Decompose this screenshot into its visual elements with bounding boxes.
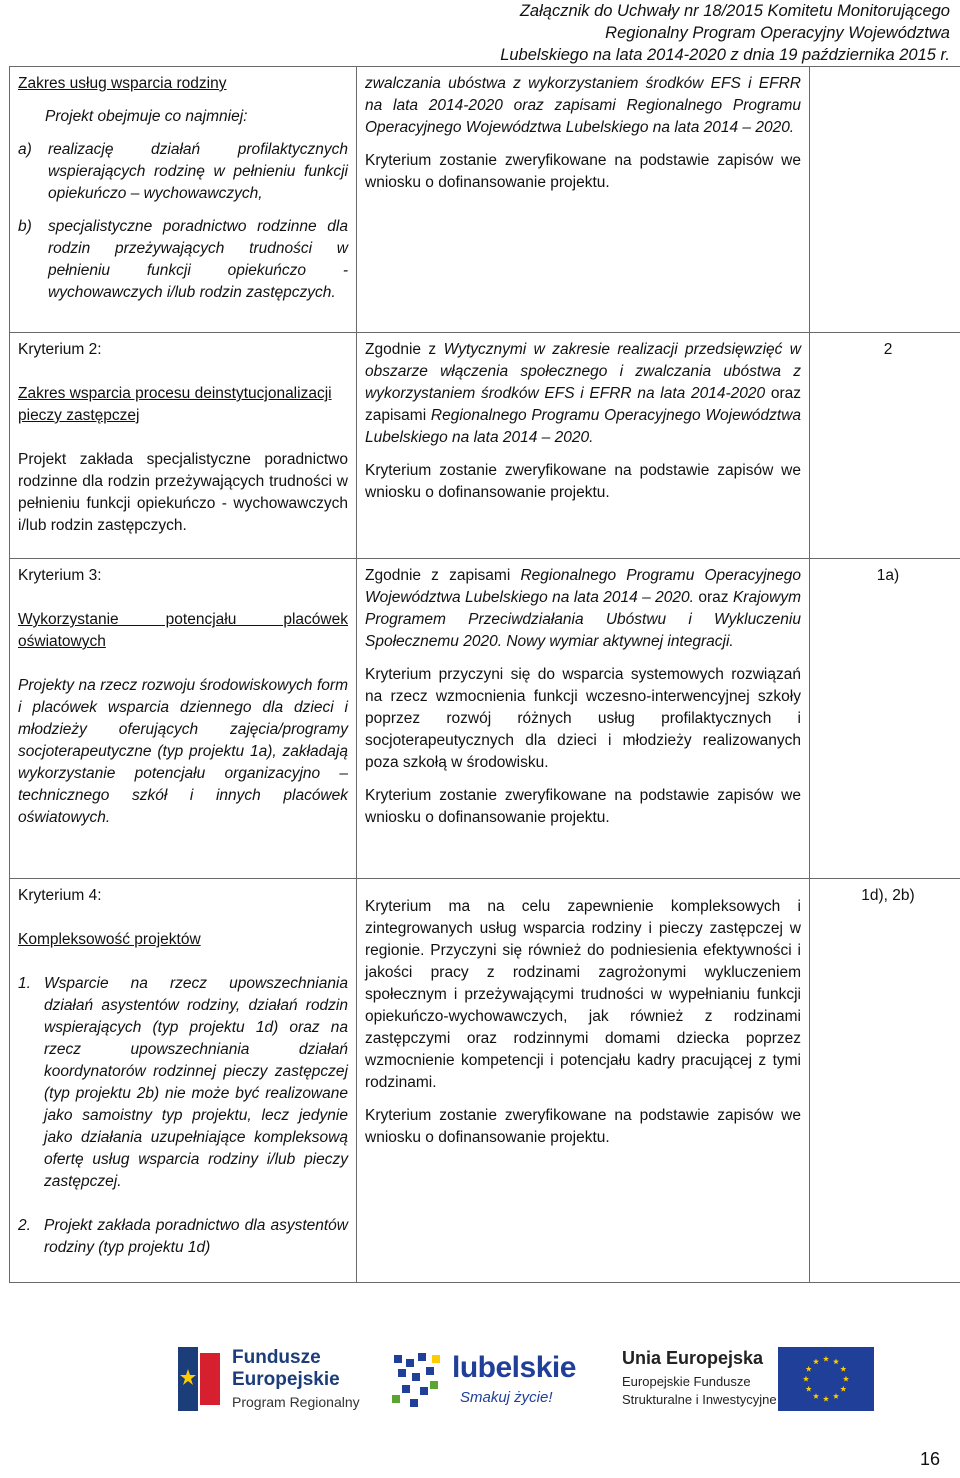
justification-paragraph: zwalczania ubóstwa z wykorzystaniem środków EFS i EFRR na lata 2014-2020 oraz zapisami Regionalnego Programu Operacyjnego Województwa Lubelskiego na lata 2014 – 2020. xyxy=(365,75,801,136)
weight-cell-1 xyxy=(810,67,960,333)
criteria-row-3 xyxy=(10,559,960,879)
justification-cell-3 xyxy=(357,559,810,879)
criterion-label: Kryterium 3: xyxy=(18,567,102,584)
list-item-1: 1. Wsparcie na rzecz upowszechniania działań asystentów rodziny, działań rodzin wspierających (typ projektu 1d) oraz na rzecz upowszechniania działań koordynatorów rodzinnej pieczy zastępczej (typ projektu 2b) nie może być realizowane jako samoistny typ projektu, lecz jedynie jako działania uzupełniające kompleksową ofertę usług wsparcia rodziny i/lub pieczy zastępczej. xyxy=(18,975,348,1190)
lubelskie-logo xyxy=(390,1345,576,1415)
lubelskie-emblem-icon xyxy=(390,1351,442,1411)
weight-cell-4: 1d), 2b) xyxy=(810,879,960,1283)
list-item-b: b) specjalistyczne poradnictwo rodzinne dla rodzin przeżywających trudności w pełnieniu funkcji opiekuńczo - wychowawczych i/lub rodzin zastępczych. xyxy=(18,218,348,301)
weight-cell-2: 2 xyxy=(810,333,960,559)
verification-note: Kryterium zostanie zweryfikowane na podstawie zapisów we wniosku o dofinansowanie projektu. xyxy=(365,787,801,826)
criterion-cell-3 xyxy=(10,559,357,879)
fe-line-3: Program Regionalny xyxy=(232,1394,360,1410)
verification-note: Kryterium zostanie zweryfikowane na podstawie zapisów we wniosku o dofinansowanie projektu. xyxy=(365,1107,801,1146)
verification-note: Kryterium zostanie zweryfikowane na podstawie zapisów we wniosku o dofinansowanie projektu. xyxy=(365,462,801,501)
justification-cell-2 xyxy=(357,333,810,559)
verification-note: Kryterium zostanie zweryfikowane na podstawie zapisów we wniosku o dofinansowanie projektu. xyxy=(365,152,801,191)
criterion-name: Zakres wsparcia procesu deinstytucjonalizacji pieczy zastępczej xyxy=(18,385,332,424)
header-line-1: Załącznik do Uchwały nr 18/2015 Komitetu Monitorującego xyxy=(519,2,950,20)
ue-line-3: Strukturalne i Inwestycyjne xyxy=(622,1392,777,1407)
document-header xyxy=(348,0,960,72)
justification-paragraph: Zgodnie z zapisami Regionalnego Programu Operacyjnego Województwa Lubelskiego na lata 2014 – 2020. oraz Krajowym Programem Przeciwdziałania Ubóstwu i Wykluczeniu Społecznemu 2020. Nowy wymiar aktywnej integracji. xyxy=(365,567,801,650)
lubelskie-slogan: Smakuj życie! xyxy=(460,1389,553,1406)
criterion-description: Projekty na rzecz rozwoju środowiskowych form i placówek wsparcia dziennego dla dzieci i młodzieży oferujących zajęcia/programy socjoterapeutyczne (typ projektu 1a), zakładają wykorzystanie potencjału organizacyjno – technicznego szkół i innych placówek oświatowych. xyxy=(18,677,348,826)
fe-line-1: Fundusze xyxy=(232,1347,321,1368)
justification-paragraph: Zgodnie z Wytycznymi w zakresie realizacji przedsięwzięć w obszarze włączenia społecznego i zwalczania ubóstwa z wykorzystaniem środków EFS i EFRR na lata 2014-2020 oraz zapisami Regionalnego Programu Operacyjnego Województwa Lubelskiego na lata 2014 – 2020. xyxy=(365,341,802,446)
ue-line-2: Europejskie Fundusze xyxy=(622,1374,751,1389)
funding-logos-bar xyxy=(0,1325,960,1435)
criteria-table xyxy=(9,66,960,1283)
justification-paragraph: Kryterium ma na celu zapewnienie kompleksowych i zintegrowanych usług wsparcia rodziny i pieczy zastępczej w regionie. Przyczyni się również do podniesienia efektywności i jakości pracy z rodzinami zagrożonymi wykluczeniem społecznym i przeżywającymi trudności w wypełnianiu funkcji opiekuńczo-wychowawczych, jak również z rodzinami zastępczymi oraz rodzinnymi domami dziecka poprzez wzmocnienie kompetencji i potencjału kadry pracującej z tymi rodzinami. xyxy=(365,898,801,1091)
criterion-cell-4 xyxy=(10,879,357,1283)
criterion-label: Kryterium 2: xyxy=(18,341,102,358)
list-item-a: a) realizację działań profilaktycznych wspierających rodzinę w pełnieniu funkcji opiekuńczo – wychowawczych, xyxy=(18,141,348,202)
criterion-cell-1 xyxy=(10,67,357,333)
criterion-title: Zakres usług wsparcia rodziny xyxy=(18,75,227,92)
criterion-name: Kompleksowość projektów xyxy=(18,931,201,948)
criteria-row-2 xyxy=(10,333,960,559)
page-number: 16 xyxy=(919,1449,940,1469)
weight-cell-3: 1a) xyxy=(810,559,960,879)
fe-star-flag-icon xyxy=(178,1347,222,1411)
eu-flag-icon xyxy=(778,1347,874,1411)
list-item-2: 2. Projekt zakłada poradnictwo dla asystentów rodziny (typ projektu 1d) xyxy=(18,1217,348,1256)
criteria-row-1 xyxy=(10,67,960,333)
criterion-intro: Projekt obejmuje co najmniej: xyxy=(45,108,248,125)
criterion-description: Projekt zakłada specjalistyczne poradnictwo rodzinne dla rodzin przeżywających trudności w pełnieniu funkcji opiekuńczo - wychowawczych i/lub rodzin zastępczych. xyxy=(18,451,348,534)
unia-europejska-logo xyxy=(622,1349,892,1419)
criteria-row-4 xyxy=(10,879,960,1283)
justification-cell-4 xyxy=(357,879,810,1283)
header-line-2: Regionalny Program Operacyjny Województwa xyxy=(605,24,950,42)
ue-line-1: Unia Europejska xyxy=(622,1348,764,1368)
criterion-name: Wykorzystanie potencjału placówek oświatowych xyxy=(18,611,348,650)
fe-line-2: Europejskie xyxy=(232,1369,340,1390)
justification-cell-1 xyxy=(357,67,810,333)
justification-paragraph: Kryterium przyczyni się do wsparcia systemowych rozwiązań na rzecz wzmocnienia funkcji wczesno-interwencyjnej szkoły poprzez rozwój różnych usług profilaktycznych i socjoterapeutycznych dla dzieci i młodzieży realizowanych poza szkołą w środowisku. xyxy=(365,666,801,771)
criterion-cell-2 xyxy=(10,333,357,559)
lubelskie-name: lubelskie xyxy=(452,1351,576,1384)
criterion-label: Kryterium 4: xyxy=(18,887,102,904)
header-line-3: Lubelskiego na lata 2014-2020 z dnia 19 października 2015 r. xyxy=(500,46,950,64)
